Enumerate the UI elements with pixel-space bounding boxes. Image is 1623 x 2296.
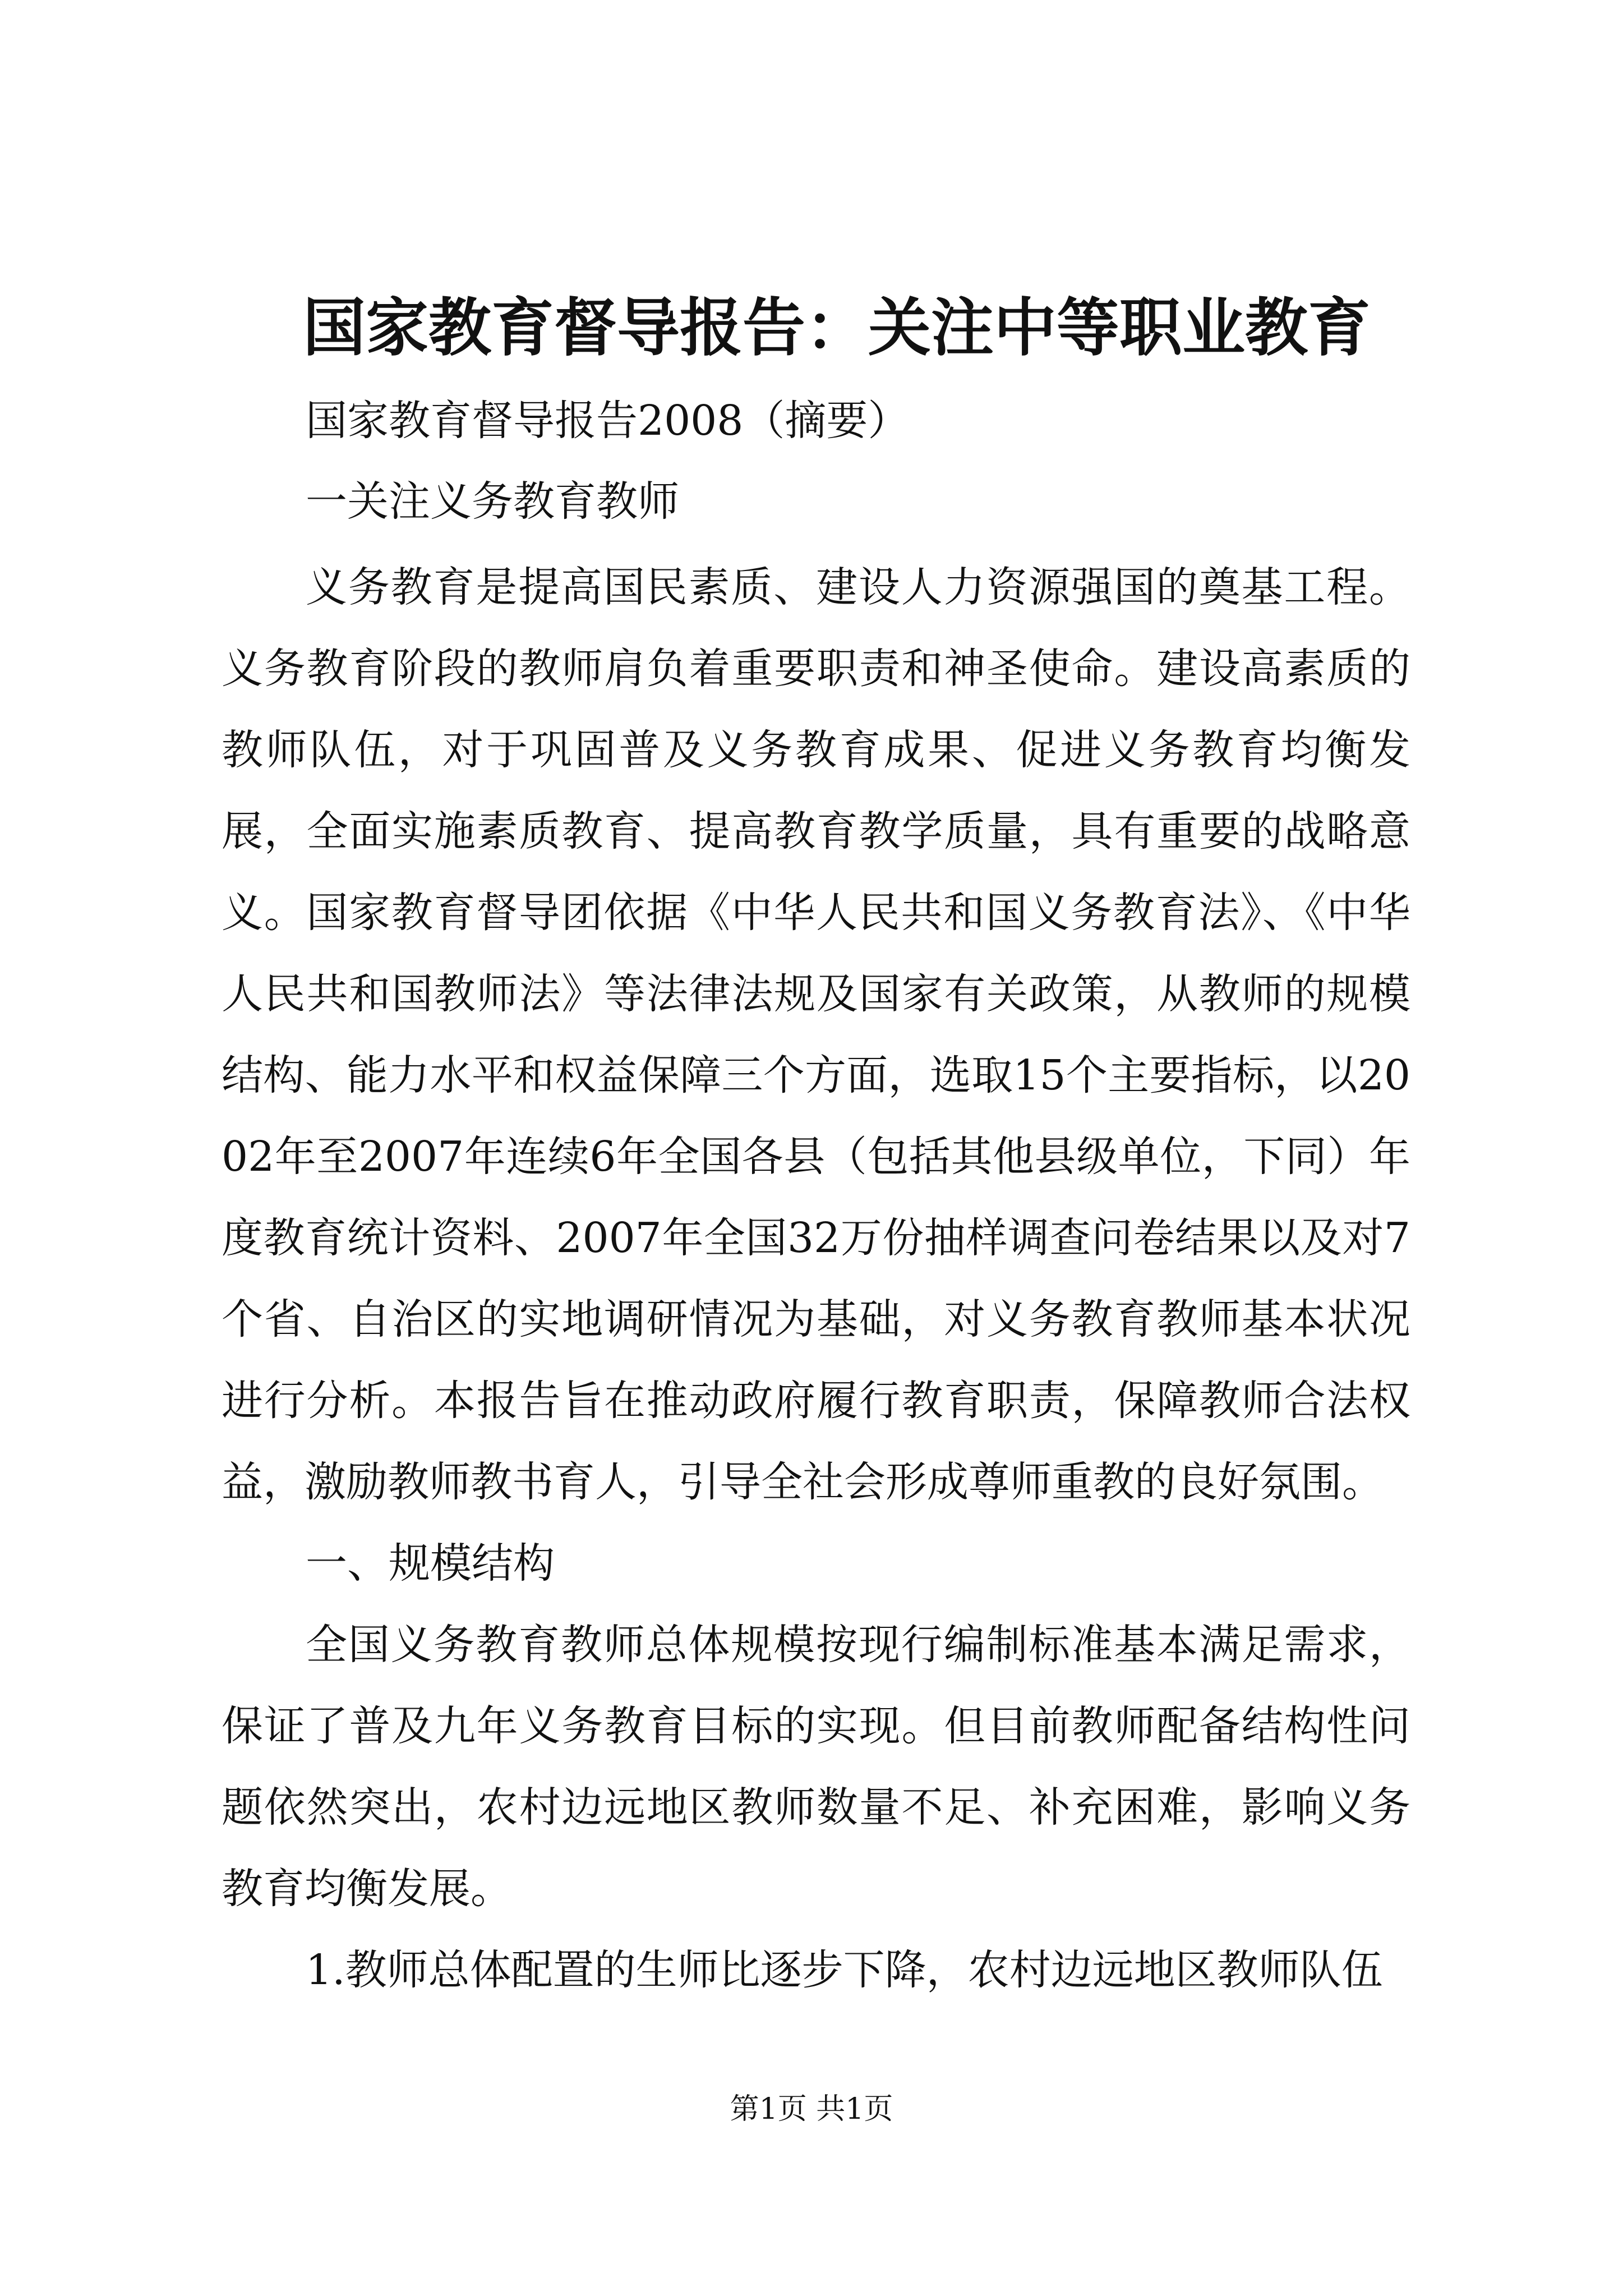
paragraph-item-1: 1.教师总体配置的生师比逐步下降，农村边远地区教师队伍 [306,1946,1383,1994]
document-title: 国家教育督导报告：关注中等职业教育 [303,291,1371,365]
paragraph-scale-structure: 全国义务教育教师总体规模按现行编制标准基本满足需求，保证了普及九年义务教育目标的实现。但目前教师配备结构性问题依然突出，农村边远地区教师数量不足、补充困难，影响义务教育均衡发展。 [222,1621,1410,1913]
section-title-scale-structure: 一、规模结构 [306,1539,555,1588]
document-body [222,547,1410,2011]
page-footer: 第1页 共1页 [730,2092,893,2126]
document-subtitle: 国家教育督导报告2008（摘要） [306,397,910,445]
section-heading: 一关注义务教育教师 [306,477,679,526]
paragraph-intro: 义务教育是提高国民素质、建设人力资源强国的奠基工程。义务教育阶段的教师肩负着重要职责和神圣使命。建设高素质的教师队伍，对于巩固普及义务教育成果、促进义务教育均衡发展，全面实施素质教育、提高教育教学质量，具有重要的战略意义。国家教育督导团依据《中华人民共和国义务教育法》、《中华人民共和国教师法》等法律法规及国家有关政策，从教师的规模结构、能力水平和权益保障三个方面，选取15个主要指标，以2002年至2007年连续6年全国各县（包括其他县级单位，下同）年度教育统计资料、2007年全国32万份抽样调查问卷结果以及对7个省、自治区的实地调研情况为基础，对义务教育教师基本状况进行分析。本报告旨在推动政府履行教育职责，保障教师合法权益，激励教师教书育人，引导全社会形成尊师重教的良好氛围。 [222,563,1410,1506]
